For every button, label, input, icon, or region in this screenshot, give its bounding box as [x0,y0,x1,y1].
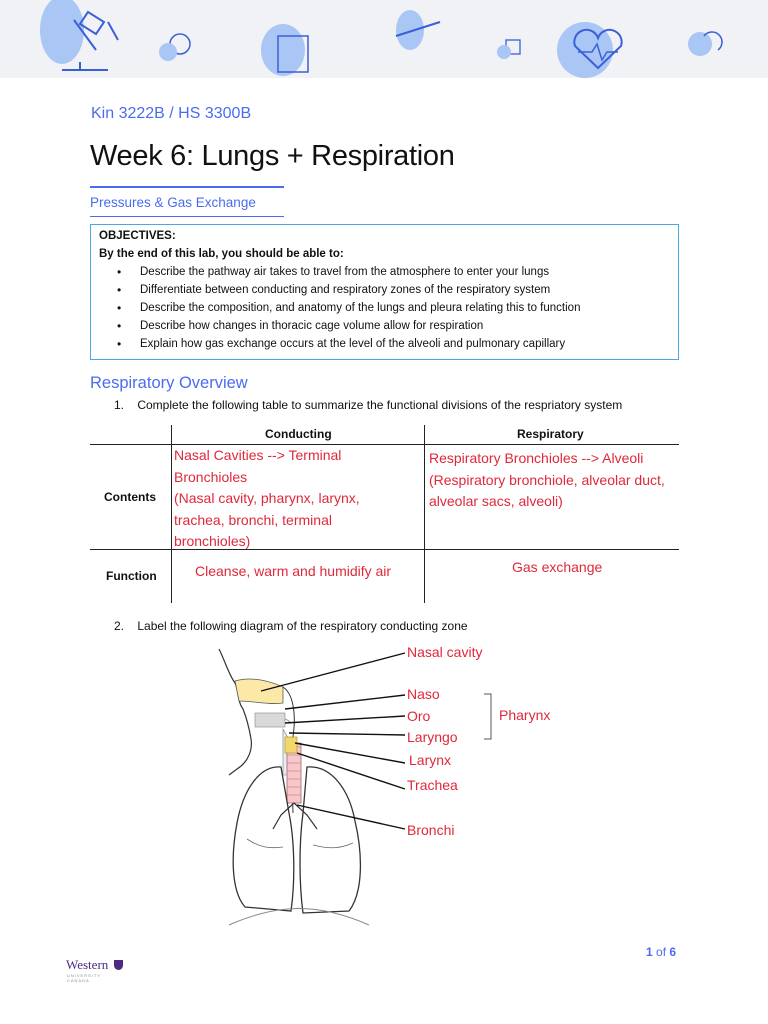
objective-item: • Describe the composition, and anatomy of the lungs and pleura relating this to function [117,299,670,317]
objective-item: • Explain how gas exchange occurs at the level of the alveoli and pulmonary capillary [117,335,670,353]
subtopic-underline [90,216,284,217]
page-of: of [652,945,670,959]
question-1: 1. Complete the following table to summarize the functional divisions of the respriatory system [114,398,623,412]
cell-function-respiratory: Gas exchange [512,559,603,575]
label-naso: Naso [407,686,440,702]
answer-line: alveolar sacs, alveoli) [429,493,563,509]
page-title [90,140,455,173]
label-larynx: Larynx [409,752,452,768]
table-divider [171,425,172,603]
lightbulb-icon [159,34,190,61]
objectives-list [117,263,670,353]
university-logo [66,957,123,983]
row-label-function: Function [106,569,157,583]
objective-item: • Differentiate between conducting and respiratory zones of the respiratory system [117,281,670,299]
title-topic: : Lungs + Respiration [186,140,455,172]
objective-item: • Describe the pathway air takes to travel from the atmosphere to enter your lungs [117,263,670,281]
label-bronchi: Bronchi [407,822,455,838]
answer-line: trachea, bronchi, terminal [174,511,332,528]
subtopic: Pressures & Gas Exchange [90,195,256,210]
course-code: Kin 3222B / HS 3300B [91,105,252,122]
ear-icon [688,32,722,56]
label-nasal-cavity: Nasal cavity [407,644,483,660]
label-laryngo: Laryngo [407,729,458,745]
answer-line: Bronchioles [174,468,248,485]
label-oro: Oro [407,708,431,724]
logo-wordmark: Western [66,957,109,972]
cell-contents-conducting [174,445,422,553]
section-title: Respiratory Overview [90,374,248,392]
page-current: 1 [646,945,653,959]
col-header-conducting: Conducting [265,427,332,441]
answer-line: (Respiratory bronchiole, alveolar duct, [429,471,665,488]
objectives-box [90,224,679,360]
label-trachea: Trachea [407,777,458,793]
logo-subtitle: UNIVERSITY CANADA [67,973,101,983]
objective-item: • Describe how changes in thoracic cage volume allow for respiration [117,317,670,335]
microscope-icon [40,0,118,70]
label-pharynx: Pharynx [499,707,551,723]
cell-function-conducting: Cleanse, warm and humidify air [195,563,392,579]
question-2: 2. Label the following diagram of the respiratory conducting zone [114,619,468,633]
answer-line: Nasal Cavities --> Terminal [174,447,342,463]
title-underline [90,186,284,188]
objectives-heading: OBJECTIVES: [99,230,176,242]
cell-contents-respiratory [429,448,679,513]
heart-icon [557,22,622,78]
objectives-intro: By the end of this lab, you should be able to: [99,248,344,260]
col-header-respiratory: Respiratory [517,427,584,441]
crest-icon [114,960,123,970]
respiratory-diagram [199,643,599,933]
answer-line: (Nasal cavity, pharynx, larynx, [174,490,360,506]
divisions-table [90,425,679,603]
title-week: Week 6 [90,140,186,172]
row-label-contents: Contents [104,490,156,504]
syringe-icon [396,10,440,50]
page-number [646,945,676,959]
answer-line: bronchioles) [174,533,251,549]
chart-icon [261,24,308,76]
page-total: 6 [669,945,677,959]
table-divider [424,425,425,603]
device-icon [497,40,520,59]
diagram-drawing [199,643,599,933]
header-banner [0,0,768,78]
answer-line: Respiratory Bronchioles --> Alveoli [429,450,644,466]
